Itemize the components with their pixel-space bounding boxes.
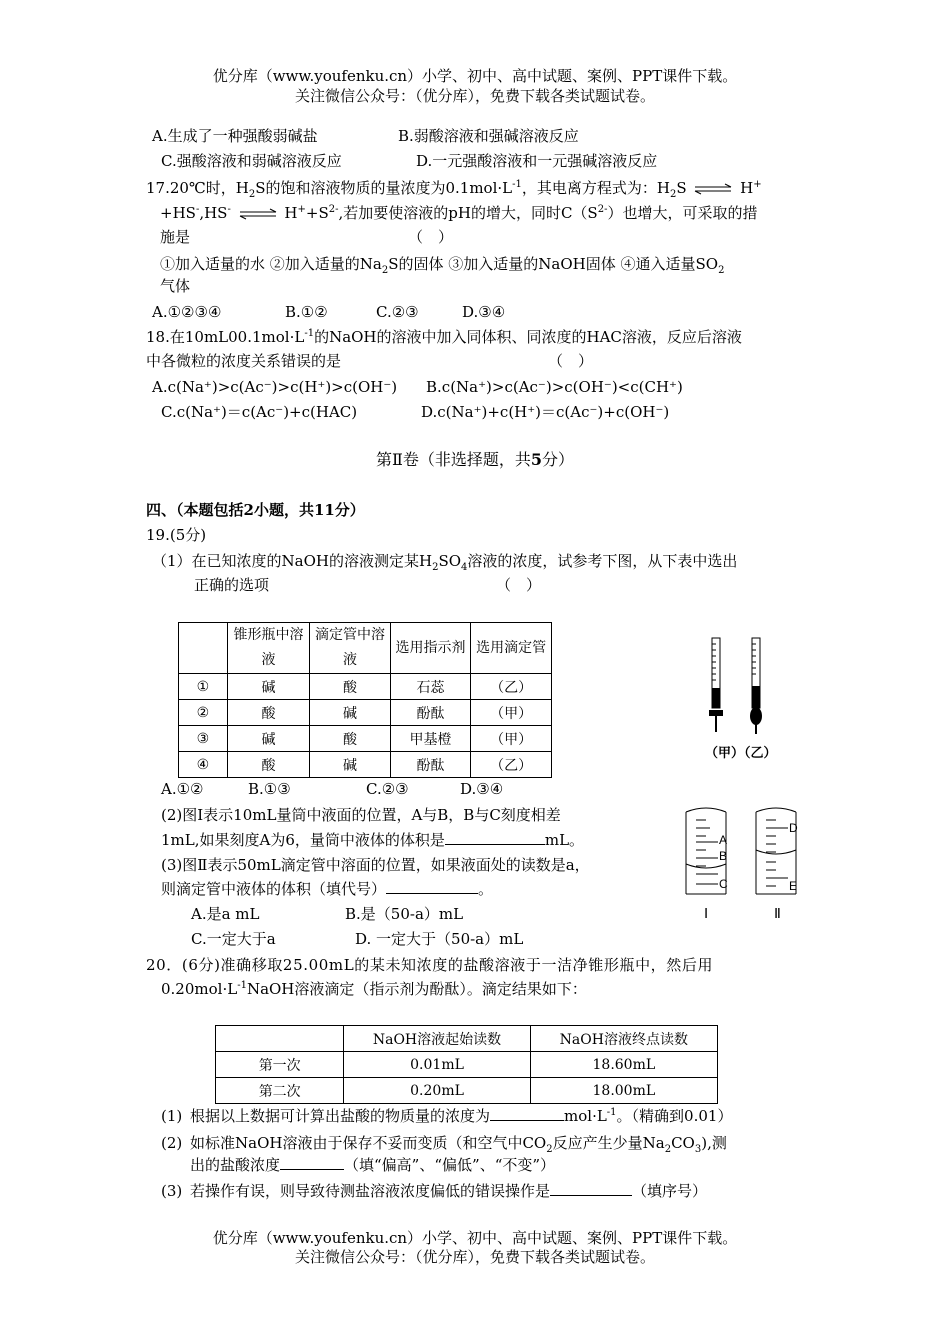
- table-cell: ④: [179, 752, 228, 778]
- q20-sub1-number: (1): [161, 1107, 183, 1125]
- table-cell: ③: [179, 726, 228, 752]
- base-burette-icon: [750, 638, 762, 734]
- q19-sub2-line-2: 1mL,如果刻度A为6，量筒中液体的体积是 mL。: [161, 831, 585, 849]
- table-cell: 酚酞: [390, 752, 471, 778]
- table-cell: 18.00mL: [530, 1078, 717, 1104]
- q17-option-c: C.②③: [376, 303, 419, 321]
- q17-option-d: D.③④: [462, 303, 506, 321]
- acid-burette-icon: [709, 638, 723, 732]
- q18-option-a: A.c(Na⁺)>c(Ac⁻)>c(H⁺)>c(OH⁻): [152, 378, 398, 396]
- q17-line-3: 施是: [160, 228, 191, 246]
- q19-sub3-option-b: B.是（50-a）mL: [345, 905, 464, 923]
- q19-option-a: A.①②: [161, 780, 204, 798]
- table-header-cell: NaOH溶液终点读数: [530, 1026, 717, 1052]
- titration-options-table: [178, 622, 552, 778]
- table-cell: ①: [179, 674, 228, 700]
- part-2-title: 第Ⅱ卷（非选择题，共5分）: [375, 450, 575, 469]
- table-header-cell: 滴定管中溶液: [310, 623, 391, 674]
- mark-b-label: B: [719, 849, 728, 863]
- q20-line-1: 20．(6分)准确移取25.00mL的某未知浓度的盐酸溶液于一洁净锥形瓶中，然后用: [146, 956, 714, 974]
- q19-answer-paren: （ ）: [496, 576, 542, 594]
- q19-option-b: B.①③: [248, 780, 291, 798]
- q19-sub3-option-c: C.一定大于a: [191, 930, 276, 948]
- burette-figure-label: （甲）（乙）: [705, 746, 777, 761]
- table-header-cell: 选用滴定管: [471, 623, 552, 674]
- q18-line-2: 中各微粒的浓度关系错误的是: [146, 352, 342, 370]
- concentration-blank[interactable]: [490, 1106, 564, 1121]
- q18-option-c: C.c(Na⁺)＝c(Ac⁻)+c(HAC): [161, 403, 358, 421]
- figure-2-label: Ⅱ: [774, 905, 781, 921]
- q19-sub3-line-1: (3)图Ⅱ表示50mL滴定管中溶面的位置，如果液面处的读数是a，: [161, 856, 590, 874]
- table-cell: 碱: [227, 674, 310, 700]
- table-row: [179, 674, 552, 700]
- equilibrium-arrow-icon: [238, 208, 278, 220]
- table-header-row: [216, 1026, 718, 1052]
- q17-line-5: 气体: [160, 277, 191, 295]
- q19-option-d: D.③④: [460, 780, 504, 798]
- footer-line-2: 关注微信公众号：（优分库），免费下载各类试题试卷。: [294, 1248, 655, 1266]
- table-row: [216, 1078, 718, 1104]
- table-header-cell: [216, 1026, 344, 1052]
- burette-figure: [700, 634, 790, 744]
- q20-sub3-number: (3): [161, 1182, 183, 1200]
- scale-figure: [680, 806, 810, 926]
- table-row: [179, 752, 552, 778]
- q17-line-2: +HS-,HS- $H^++S^{2-}$,若加要使溶液的pH的增大，同时$C(S^{2-})$也增大，可采取的措: [160, 204, 758, 222]
- table-cell: 第一次: [216, 1052, 344, 1078]
- table-cell: （甲）: [471, 726, 552, 752]
- q20-sub2-line-2: 出的盐酸浓度 （填“偏高”、“偏低”、“不变”）: [190, 1156, 556, 1174]
- volume-blank[interactable]: [445, 830, 545, 845]
- q20-sub2-number: (2): [161, 1134, 183, 1152]
- q20-line-2: $0.20mol\cdot L^{-1}NaOH$溶液滴定（指示剂为酚酞）。滴定结果如下：: [161, 980, 587, 998]
- q19-sub3-option-d: D. 一定大于（50-a）mL: [355, 930, 524, 948]
- figure-1-label: Ⅰ: [704, 905, 709, 921]
- table-header-row: [179, 623, 552, 674]
- header-line-1: 优分库（www.youfenku.cn）小学、初中、高中试题、案例、PPT课件下载。: [212, 67, 738, 85]
- q20-sub3-text: 若操作有误，则导致待测盐溶液浓度偏低的错误操作是 （填序号）: [190, 1182, 708, 1200]
- mark-c-label: C: [719, 877, 728, 891]
- q19-sub3-option-a: A.是a mL: [191, 905, 260, 923]
- table-cell: 0.20mL: [344, 1078, 530, 1104]
- q18-option-d: D.c(Na⁺)+c(H⁺)＝c(Ac⁻)+c(OH⁻): [421, 403, 670, 421]
- q17-line-1: 17.20℃时，$H_2S$的饱和溶液物质的量浓度为$0.1mol\cdot L^{-1}$，其电离方程式为：$H_2S$ H+: [146, 179, 762, 200]
- q16-option-a: A.生成了一种强酸弱碱盐: [152, 127, 318, 145]
- table-header-cell: NaOH溶液起始读数: [344, 1026, 530, 1052]
- effect-blank[interactable]: [280, 1155, 344, 1170]
- equilibrium-arrow-icon: [693, 183, 733, 195]
- titration-results-table: [215, 1025, 718, 1104]
- table-cell: （乙）: [471, 752, 552, 778]
- q16-option-b: B.弱酸溶液和强碱溶液反应: [398, 127, 579, 145]
- table-header-cell: [179, 623, 228, 674]
- table-cell: 18.60mL: [530, 1052, 717, 1078]
- answer-blank[interactable]: [386, 879, 478, 894]
- table-cell: 0.01mL: [344, 1052, 530, 1078]
- q19-sub2-line-1: (2)图Ⅰ表示10mL量筒中液面的位置，A与B，B与C刻度相差: [161, 806, 561, 824]
- table-cell: 酚酞: [390, 700, 471, 726]
- q17-answer-paren: （ ）: [408, 228, 454, 246]
- table-cell: 甲基橙: [390, 726, 471, 752]
- q19-sub1-line-2: 正确的选项: [194, 576, 270, 594]
- table-cell: 碱: [227, 726, 310, 752]
- table-header-cell: 选用指示剂: [390, 623, 471, 674]
- table-cell: 酸: [227, 752, 310, 778]
- table-cell: 酸: [310, 674, 391, 700]
- table-cell: ②: [179, 700, 228, 726]
- table-cell: 碱: [310, 752, 391, 778]
- q19-sub3-line-2: 则滴定管中液体的体积（填代号） 。: [161, 880, 494, 898]
- table-cell: 石蕊: [390, 674, 471, 700]
- q17-line-4: ①加入适量的水 ②加入适量的$Na_2S$的固体 ③加入适量的NaOH固体 ④通入适量$SO_2$: [160, 255, 725, 276]
- q16-option-c: C.强酸溶液和弱碱溶液反应: [161, 152, 342, 170]
- q20-sub1-text: 根据以上数据可计算出盐酸的物质量的浓度为 $mol\cdot L^{-1}$。（精确到0.01）: [190, 1107, 733, 1125]
- table-cell: 第二次: [216, 1078, 344, 1104]
- mark-d-label: D: [789, 821, 798, 835]
- header-line-2: 关注微信公众号：（优分库），免费下载各类试题试卷。: [294, 87, 655, 105]
- footer-line-1: 优分库（www.youfenku.cn）小学、初中、高中试题、案例、PPT课件下载。: [212, 1229, 738, 1247]
- q17-option-a: A.①②③④: [152, 303, 222, 321]
- section-4-title: 四、（本题包括2小题，共11分）: [146, 501, 365, 519]
- q18-option-b: B.c(Na⁺)>c(Ac⁻)>c(OH⁻)<c(CH⁺): [426, 378, 683, 396]
- table-cell: （乙）: [471, 674, 552, 700]
- table-cell: 酸: [310, 726, 391, 752]
- table-cell: （甲）: [471, 700, 552, 726]
- table-cell: 碱: [310, 700, 391, 726]
- q19-number: 19.(5分): [146, 526, 207, 544]
- mark-a-label: A: [719, 833, 728, 847]
- q19-option-c: C.②③: [366, 780, 409, 798]
- q18-answer-paren: （ ）: [548, 352, 594, 370]
- q20-sub2-line-1: 如标准NaOH溶液由于保存不妥而变质（和空气中$CO_2$反应产生少量$Na_2CO_3$),测: [190, 1134, 727, 1155]
- operation-blank[interactable]: [550, 1181, 632, 1196]
- q18-line-1: 18.在$10mL00.1mol\cdot L^{-1}$的NaOH的溶液中加入同体积、同浓度的HAC溶液，反应后溶液: [146, 328, 742, 346]
- mark-e-label: E: [789, 879, 798, 893]
- table-header-cell: 锥形瓶中溶液: [227, 623, 310, 674]
- q17-option-b: B.①②: [285, 303, 328, 321]
- table-row: [179, 726, 552, 752]
- q19-sub1-line-1: （1）在已知浓度的NaOH的溶液测定某$H_2SO_4$溶液的浓度，试参考下图，从下表中选出: [152, 552, 738, 573]
- q16-option-d: D.一元强酸溶液和一元强碱溶液反应: [416, 152, 658, 170]
- table-row: [179, 700, 552, 726]
- table-cell: 酸: [227, 700, 310, 726]
- table-row: [216, 1052, 718, 1078]
